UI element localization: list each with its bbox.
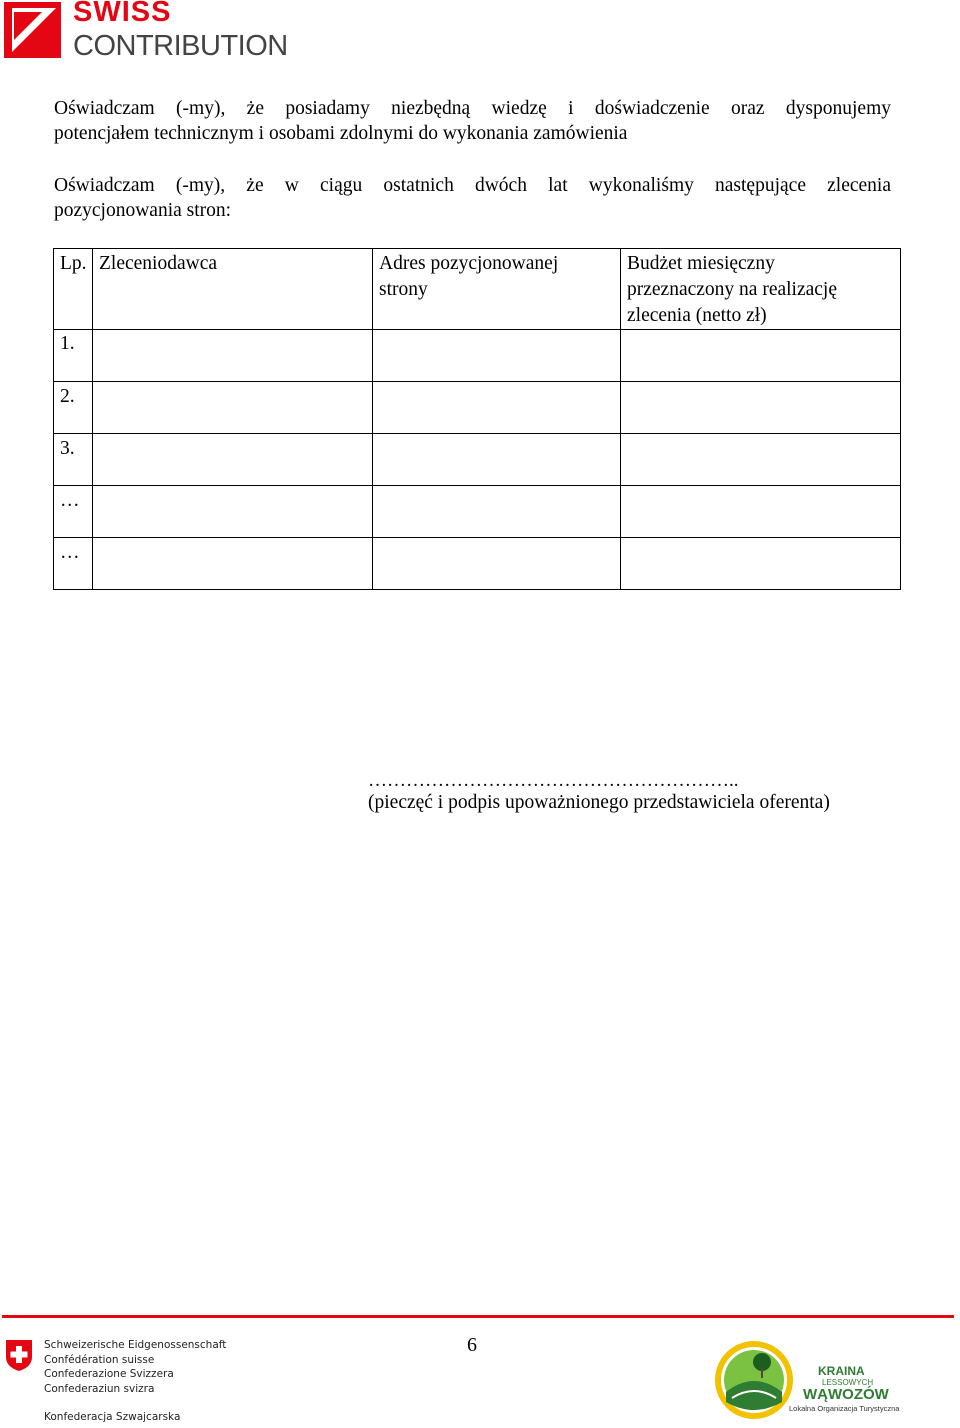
row-address-cell[interactable] — [373, 382, 621, 434]
row-budget-cell[interactable] — [621, 330, 901, 382]
statement-knowledge — [54, 96, 891, 146]
swiss-contribution-logo-mark — [4, 2, 61, 58]
row-budget-cell[interactable] — [621, 486, 901, 538]
fed-name-fr: Confédération suisse — [44, 1353, 155, 1366]
page-number: 6 — [467, 1334, 477, 1356]
row-address-cell[interactable] — [373, 486, 621, 538]
table-row — [54, 434, 901, 486]
header-address — [373, 249, 621, 330]
signature-caption: (pieczęć i podpis upoważnionego przedstawiciela oferenta) — [368, 792, 830, 813]
statement-experience-line2: pozycjonowania stron: — [54, 200, 232, 221]
table-row — [54, 330, 901, 382]
swiss-confederation-names — [44, 1338, 226, 1396]
header-budget-line2: przeznaczony na realizację — [627, 279, 838, 300]
row-lp: … — [54, 486, 93, 538]
signature-dotted-line: ………………………………………………….. — [368, 770, 739, 791]
table-row — [54, 382, 901, 434]
statement-experience-line1: Oświadczam (-my), że w ciągu ostatnich dwóch lat wykonaliśmy następujące zlecenia — [54, 175, 891, 196]
logo-contribution-text: CONTRIBUTION — [73, 30, 288, 62]
row-client-cell[interactable] — [93, 330, 373, 382]
header-client: Zleceniodawca — [93, 249, 373, 330]
row-budget-cell[interactable] — [621, 382, 901, 434]
row-client-cell[interactable] — [93, 538, 373, 590]
orders-table — [53, 248, 901, 590]
fed-name-rm: Confederaziun svizra — [44, 1382, 155, 1395]
statement-knowledge-line2: potencjałem technicznym i osobami zdolnymi do wykonania zamówienia — [54, 123, 628, 144]
table-row — [54, 538, 901, 590]
header-budget — [621, 249, 901, 330]
fed-name-pl: Konfederacja Szwajcarska — [44, 1411, 181, 1423]
row-budget-cell[interactable] — [621, 538, 901, 590]
header-address-line1: Adres pozycjonowanej — [379, 253, 559, 274]
kraina-logo-line3: WĄWOZÓW — [803, 1386, 889, 1403]
header-budget-line1: Budżet miesięczny — [627, 253, 775, 274]
row-address-cell[interactable] — [373, 538, 621, 590]
row-address-cell[interactable] — [373, 330, 621, 382]
logo-swiss-text: SWISS — [73, 0, 172, 28]
row-lp: … — [54, 538, 93, 590]
row-lp: 1. — [54, 330, 93, 382]
row-lp: 3. — [54, 434, 93, 486]
row-address-cell[interactable] — [373, 434, 621, 486]
swiss-coat-of-arms-icon — [5, 1339, 33, 1372]
kraina-logo-line1: KRAINA — [818, 1364, 865, 1378]
header-budget-line3: zlecenia (netto zł) — [627, 305, 767, 326]
row-lp: 2. — [54, 382, 93, 434]
footer-divider — [2, 1315, 954, 1318]
row-client-cell[interactable] — [93, 434, 373, 486]
fed-name-de: Schweizerische Eidgenossenschaft — [44, 1339, 227, 1351]
table-header-row — [54, 249, 901, 330]
row-client-cell[interactable] — [93, 382, 373, 434]
header-address-line2: strony — [379, 279, 428, 300]
statement-knowledge-line1: Oświadczam (-my), że posiadamy niezbędną wiedzę i doświadczenie oraz dysponujemy — [54, 98, 891, 119]
kraina-logo-line4: Lokalna Organizacja Turystyczna — [789, 1404, 900, 1413]
header-lp: Lp. — [54, 249, 93, 330]
kraina-logo-line2: LESSOWYCH — [822, 1378, 874, 1387]
statement-experience — [54, 173, 891, 223]
row-client-cell[interactable] — [93, 486, 373, 538]
table-row — [54, 486, 901, 538]
fed-name-it: Confederazione Svizzera — [44, 1368, 174, 1380]
row-budget-cell[interactable] — [621, 434, 901, 486]
